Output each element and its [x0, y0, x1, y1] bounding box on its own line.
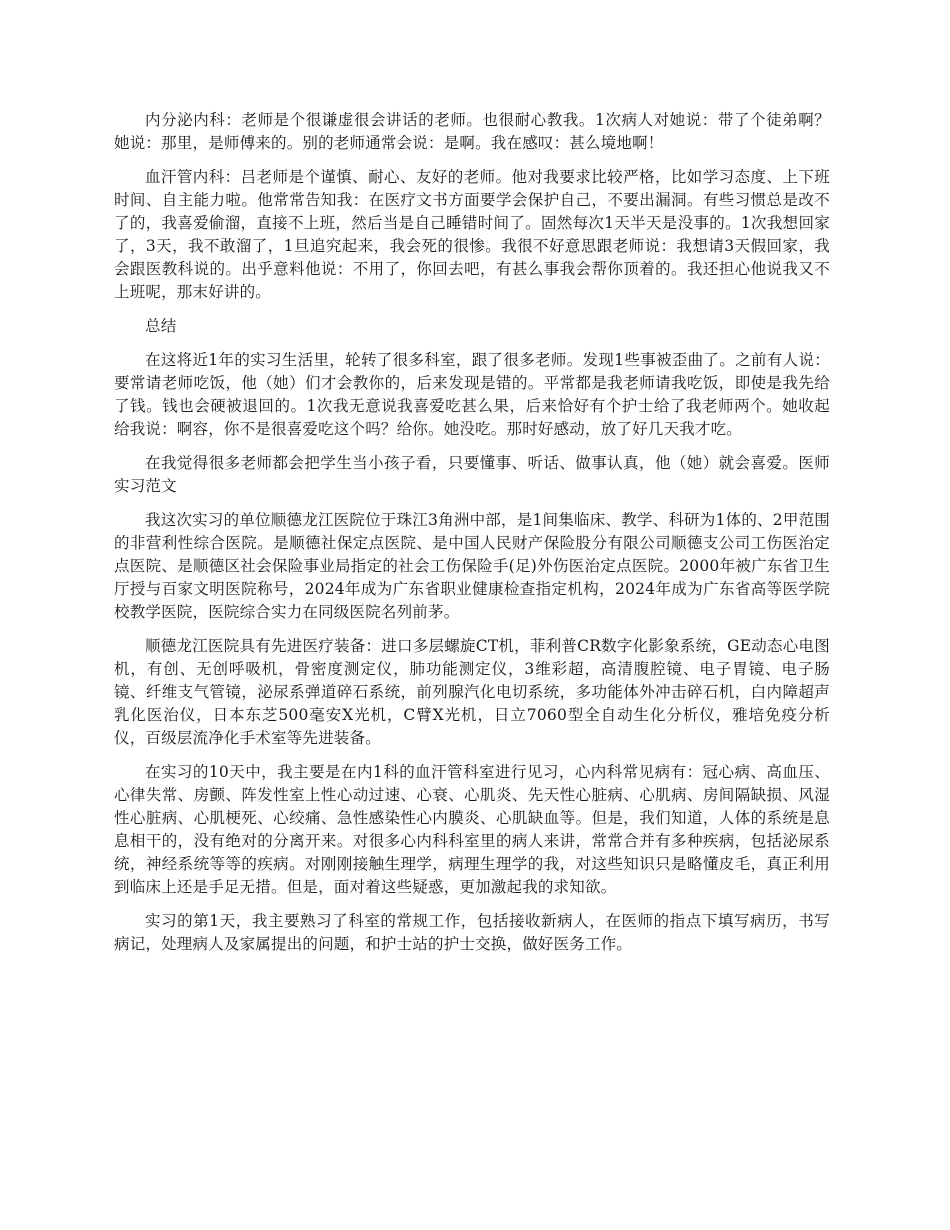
- paragraph-hospital-intro: 我这次实习的单位顺德龙江医院位于珠江3角洲中部，是1间集临床、教学、科研为1体的、2甲范围的非营利性综合医院。是顺德社保定点医院、是中国人民财产保险股分有限公司顺德支公司工伤医治定点医院、是顺德区社会保险事业局指定的社会工伤保险手(足)外伤医治定点医院。2000年被广东省卫生厅授与百家文明医院称号，2024年成为广东省职业健康检查指定机构，2024年成为广东省高等医学院校教学医院，医院综合实力在同级医院名列前茅。: [114, 511, 830, 621]
- paragraph-teachers: 在我觉得很多老师都会把学生当小孩子看，只要懂事、听话、做事认真，他（她）就会喜爱。医师实习范文: [114, 454, 830, 495]
- section-heading-summary: 总结: [145, 317, 177, 335]
- paragraph-endocrinology: 内分泌内科：老师是个很谦虚很会讲话的老师。也很耐心教我。1次病人对她说：带了个徒弟啊？她说：那里，是师傅来的。别的老师通常会说：是啊。我在感叹：甚么境地啊！: [114, 111, 830, 152]
- paragraph-equipment: 顺德龙江医院具有先进医疗装备：进口多层螺旋CT机，菲利普CR数字化影象系统，GE动态心电图机，有创、无创呼吸机，骨密度测定仪，肺功能测定仪，3维彩超，高清腹腔镜、电子胃镜、电子肠镜、纤维支气管镜，泌尿系弹道碎石系统，前列腺汽化电切系统，多功能体外冲击碎石机，白内障超声乳化医治仪，日本东芝500毫安X光机，C臂X光机，日立7060型全自动生化分析仪，雅培免疫分析仪，百级层流净化手术室等先进装备。: [114, 637, 830, 747]
- paragraph-summary: 在这将近1年的实习生活里，轮转了很多科室，跟了很多老师。发现1些事被歪曲了。之前有人说：要常请老师吃饭，他（她）们才会教你的，后来发现是错的。平常都是我老师请我吃饭，即使是我先给了钱。钱也会硬被退回的。1次我无意说我喜爱吃甚么果，后来恰好有个护士给了我老师两个。她收起给我说：啊容，你不是很喜爱吃这个吗？给你。她没吃。那时好感动，放了好几天我才吃。: [114, 351, 830, 438]
- paragraph-internship-days: 在实习的10天中，我主要是在内1科的血汗管科室进行见习，心内科常见病有：冠心病、高血压、心律失常、房颤、阵发性室上性心动过速、心衰、心肌炎、先天性心脏病、心肌病、房间隔缺损、风湿性心脏病、心肌梗死、心绞痛、急性感染性心内膜炎、心肌缺血等。但是，我们知道，人体的系统是息息相干的，没有绝对的分离开来。对很多心内科科室里的病人来讲，常常合并有多种疾病，包括泌尿系统，神经系统等等的疾病。对刚刚接触生理学，病理生理学的我，对这些知识只是略懂皮毛，真正利用到临床上还是手足无措。但是，面对着这些疑惑，更加激起我的求知欲。: [114, 763, 830, 896]
- paragraph-cardiology: 血汗管内科：吕老师是个谨慎、耐心、友好的老师。他对我要求比较严格，比如学习态度、上下班时间、自主能力啦。他常常告知我：在医疗文书方面要学会保护自己，不要出漏洞。有些习惯总是改不了的，我喜爱偷溜，直接不上班，然后当是自己睡错时间了。固然每次1天半天是没事的。1次我想回家了，3天，我不敢溜了，1旦追究起来，我会死的很惨。我很不好意思跟老师说：我想请3天假回家，我会跟医教科说的。出乎意料他说：不用了，你回去吧，有甚么事我会帮你顶着的。我还担心他说我又不上班呢，那末好讲的。: [114, 168, 830, 301]
- paragraph-first-day: 实习的第1天，我主要熟习了科室的常规工作，包括接收新病人，在医师的指点下填写病历，书写病记，处理病人及家属提出的问题，和护士站的护士交换，做好医务工作。: [114, 912, 830, 953]
